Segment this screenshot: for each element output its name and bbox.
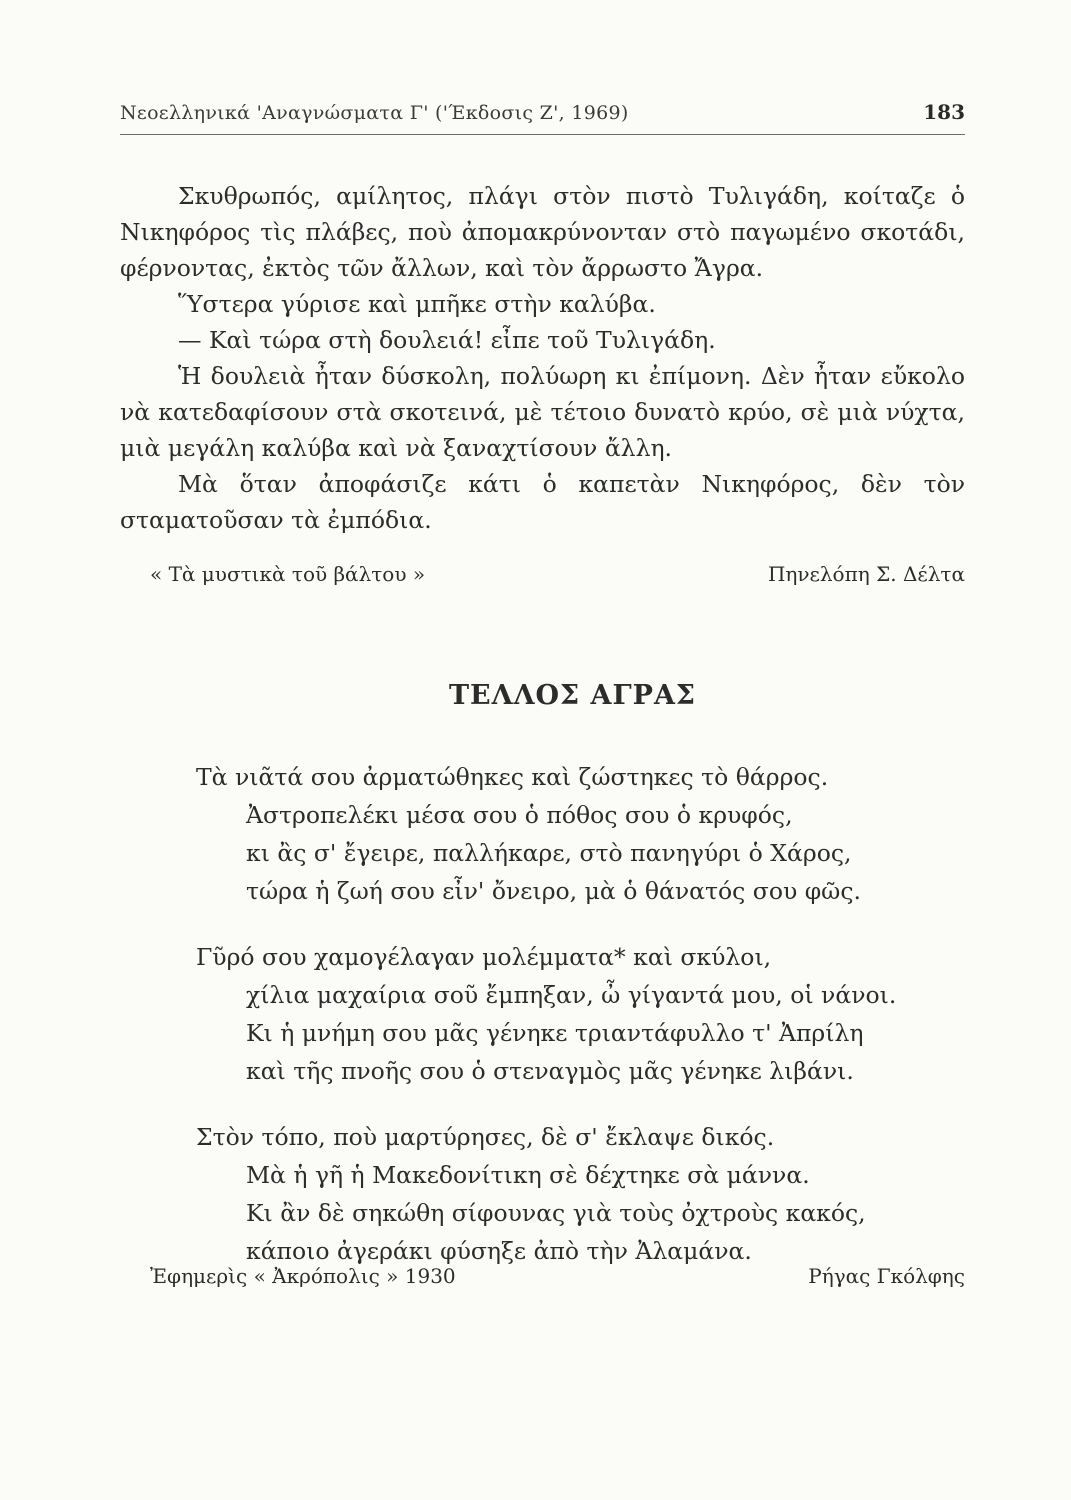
publication-source: Ἐφημερὶς « Ἀκρόπολις » 1930 [150,1264,456,1288]
prose-source [120,560,965,592]
running-title: Νεοελληνικά 'Αναγνώσματα Γ' ('Έκδοσις Ζ', 1969) [120,102,629,124]
prose-paragraph: Ἡ δουλειὰ ἦταν δύσκολη, πολύωρη κι ἐπίμονη. Δὲν ἦταν εὔκολο νὰ κατεδαφίσουν στὰ σκοτεινά, μὲ τέτοιο δυνατὸ κρύο, σὲ μιὰ νύχτα, μιὰ μεγάλη καλύβα καὶ νὰ ξαναχτίσουν ἄλλη. [120,362,965,462]
page-number: 183 [923,100,965,124]
poem-author: Ρήγας Γκόλφης [808,1264,965,1288]
poem-stanza [0,758,1071,910]
prose-excerpt [120,178,965,538]
prose-paragraph: Ὕστερα γύρισε καὶ μπῆκε στὴν καλύβα. [178,290,656,318]
poem-source [120,1262,965,1294]
running-header [120,100,965,135]
poem-verse: τώρα ἡ ζωή σου εἶν' ὄνειρο, μὰ ὁ θάνατός σου φῶς. [246,877,861,905]
poem-verse: Κι ἡ μνήμη σου μᾶς γένηκε τριαντάφυλλο τ' Ἀπρίλη [246,1019,864,1047]
poem-verse: Ἀστροπελέκι μέσα σου ὁ πόθος σου ὁ κρυφός, [246,801,793,829]
prose-paragraph: — Καὶ τώρα στὴ δουλειά! εἶπε τοῦ Τυλιγάδη. [178,326,716,354]
poem-verse: Κι ἂν δὲ σηκώθη σίφουνας γιὰ τοὺς ὀχτροὺς κακός, [246,1199,866,1227]
source-work-title: « Τὰ μυστικὰ τοῦ βάλτου » [150,562,426,586]
poem [0,758,1071,1298]
poem-verse: χίλια μαχαίρια σοῦ ἔμπηξαν, ὦ γίγαντά μου, οἱ νάνοι. [246,981,897,1009]
poem-verse: Μὰ ἡ γῆ ἡ Μακεδονίτικη σὲ δέχτηκε σὰ μάννα. [246,1161,810,1189]
poem-stanza [0,1118,1071,1270]
prose-paragraph: Μὰ ὅταν ἀποφάσιζε κάτι ὁ καπετὰν Νικηφόρος, δὲν τὸν σταματοῦσαν τὰ ἐμπόδια. [120,470,965,534]
prose-paragraph: Σκυθρωπός, αμίλητος, πλάγι στὸν πιστὸ Τυλιγάδη, κοίταζε ὁ Νικηφόρος τὶς πλάβες, ποὺ ἀπομακρύνονταν στὸ παγωμένο σκοτάδι, φέρνοντας, ἐκτὸς τῶν ἄλλων, καὶ τὸν ἄρρωστο Ἄγρα. [120,182,965,282]
source-author: Πηνελόπη Σ. Δέλτα [767,562,965,586]
poem-title: ΤΕΛΛΟΣ ΑΓΡΑΣ [448,680,697,711]
poem-verse: κάποιο ἀγεράκι φύσηξε ἀπὸ τὴν Ἀλαμάνα. [246,1237,752,1265]
poem-verse: κι ἂς σ' ἔγειρε, παλλήκαρε, στὸ πανηγύρι ὁ Χάρος, [246,839,852,867]
poem-verse: Τὰ νιᾶτά σου ἀρματώθηκες καὶ ζώστηκες τὸ θάρρος. [196,763,829,791]
poem-verse: Γῦρό σου χαμογέλαγαν μολέμματα* καὶ σκύλοι, [196,943,772,971]
poem-stanza [0,938,1071,1090]
poem-verse: καὶ τῆς πνοῆς σου ὁ στεναγμὸς μᾶς γένηκε λιβάνι. [246,1057,854,1085]
poem-verse: Στὸν τόπο, ποὺ μαρτύρησες, δὲ σ' ἔκλαψε δικός. [196,1123,775,1151]
